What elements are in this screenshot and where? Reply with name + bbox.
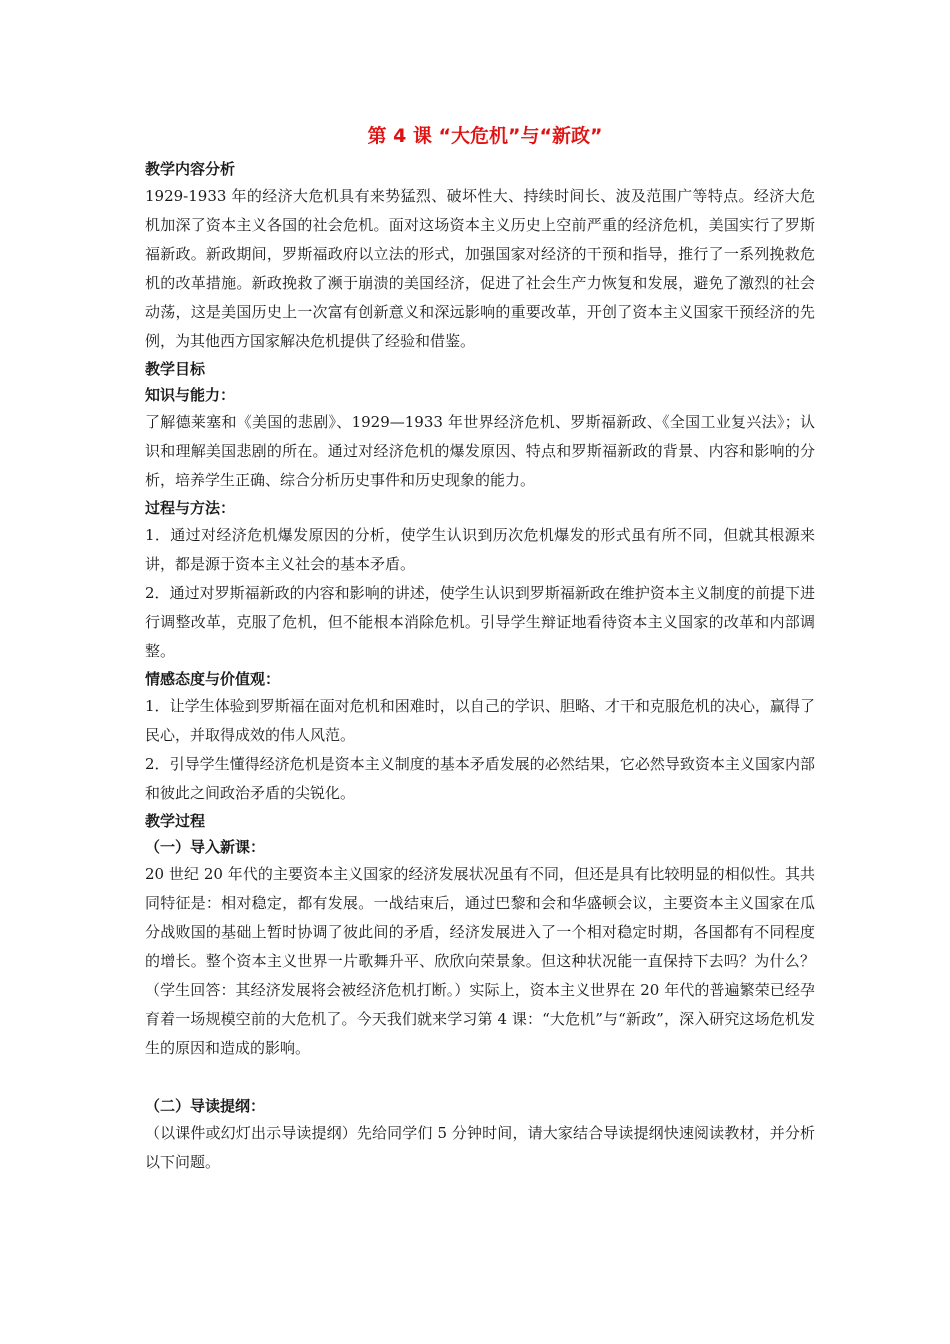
paragraph: 了解德莱塞和《美国的悲剧》、1929—1933 年世界经济危机、罗斯福新政、《全国工业复兴法》；认识和理解美国悲剧的所在。通过对经济危机的爆发原因、特点和罗斯福新政的背景、内容和影响的分析，培养学生正确、综合分析历史事件和历史现象的能力。: [145, 413, 815, 489]
subsection-heading: 知识与能力：: [145, 386, 236, 404]
list-item: 1．让学生体验到罗斯福在面对危机和困难时，以自己的学识、胆略、才干和克服危机的决心，赢得了民心，并取得成效的伟人风范。: [145, 697, 815, 744]
paragraph: 20 世纪 20 年代的主要资本主义国家的经济发展状况虽有不同，但还是具有比较明显的相似性。其共同特征是：相对稳定，都有发展。一战结束后，通过巴黎和会和华盛顿会议，主要资本主义国家在瓜分战败国的基础上暂时协调了彼此间的矛盾，经济发展进入了一个相对稳定时期，各国都有不同程度的增长。整个资本主义世界一片歌舞升平、欣欣向荣景象。但这种状况能一直保持下去吗？为什么？（学生回答：其经济发展将会被经济危机打断。）实际上，资本主义世界在 20 年代的普遍繁荣已经孕育着一场规模空前的大危机了。今天我们就来学习第 4 课：“大危机”与“新政”，深入研究这场危机发生的原因和造成的影响。: [145, 865, 815, 1057]
subsection-heading: 过程与方法：: [145, 499, 236, 517]
section-heading: 教学内容分析: [145, 160, 236, 178]
section-teaching-process: [145, 808, 815, 1177]
paragraph: （以课件或幻灯出示导读提纲）先给同学们 5 分钟时间，请大家结合导读提纲快速阅读教材，并分析以下问题。: [145, 1124, 815, 1171]
section-heading: 教学过程: [145, 812, 206, 830]
section-heading: 教学目标: [145, 360, 206, 378]
document-title: 第 4 课 “大危机”与“新政”: [367, 125, 603, 147]
subsection-heading: 情感态度与价值观：: [145, 670, 281, 688]
paragraph: 1929-1933 年的经济大危机具有来势猛烈、破坏性大、持续时间长、波及范围广等特点。经济大危机加深了资本主义各国的社会危机。面对这场资本主义历史上空前严重的经济危机，美国实行了罗斯福新政。新政期间，罗斯福政府以立法的形式，加强国家对经济的干预和指导，推行了一系列挽救危机的改革措施。新政挽救了濒于崩溃的美国经济，促进了社会生产力恢复和发展，避免了激烈的社会动荡，这是美国历史上一次富有创新意义和深远影响的重要改革，开创了资本主义国家干预经济的先例，为其他西方国家解决危机提供了经验和借鉴。: [145, 187, 815, 350]
section-content-analysis: [145, 156, 815, 356]
list-item: 1．通过对经济危机爆发原因的分析，使学生认识到历次危机爆发的形式虽有所不同，但就其根源来讲，都是源于资本主义社会的基本矛盾。: [145, 526, 815, 573]
list-item: 2．引导学生懂得经济危机是资本主义制度的基本矛盾发展的必然结果，它必然导致资本主义国家内部和彼此之间政治矛盾的尖锐化。: [145, 755, 815, 802]
spacer: [145, 1063, 815, 1093]
subsection-heading: （二）导读提纲：: [145, 1097, 266, 1115]
section-goals: [145, 356, 815, 808]
subsection-heading: （一）导入新课：: [145, 838, 266, 856]
document-page: [145, 118, 815, 1177]
list-item: 2．通过对罗斯福新政的内容和影响的讲述，使学生认识到罗斯福新政在维护资本主义制度的前提下进行调整改革，克服了危机，但不能根本消除危机。引导学生辩证地看待资本主义国家的改革和内部调整。: [145, 584, 815, 660]
